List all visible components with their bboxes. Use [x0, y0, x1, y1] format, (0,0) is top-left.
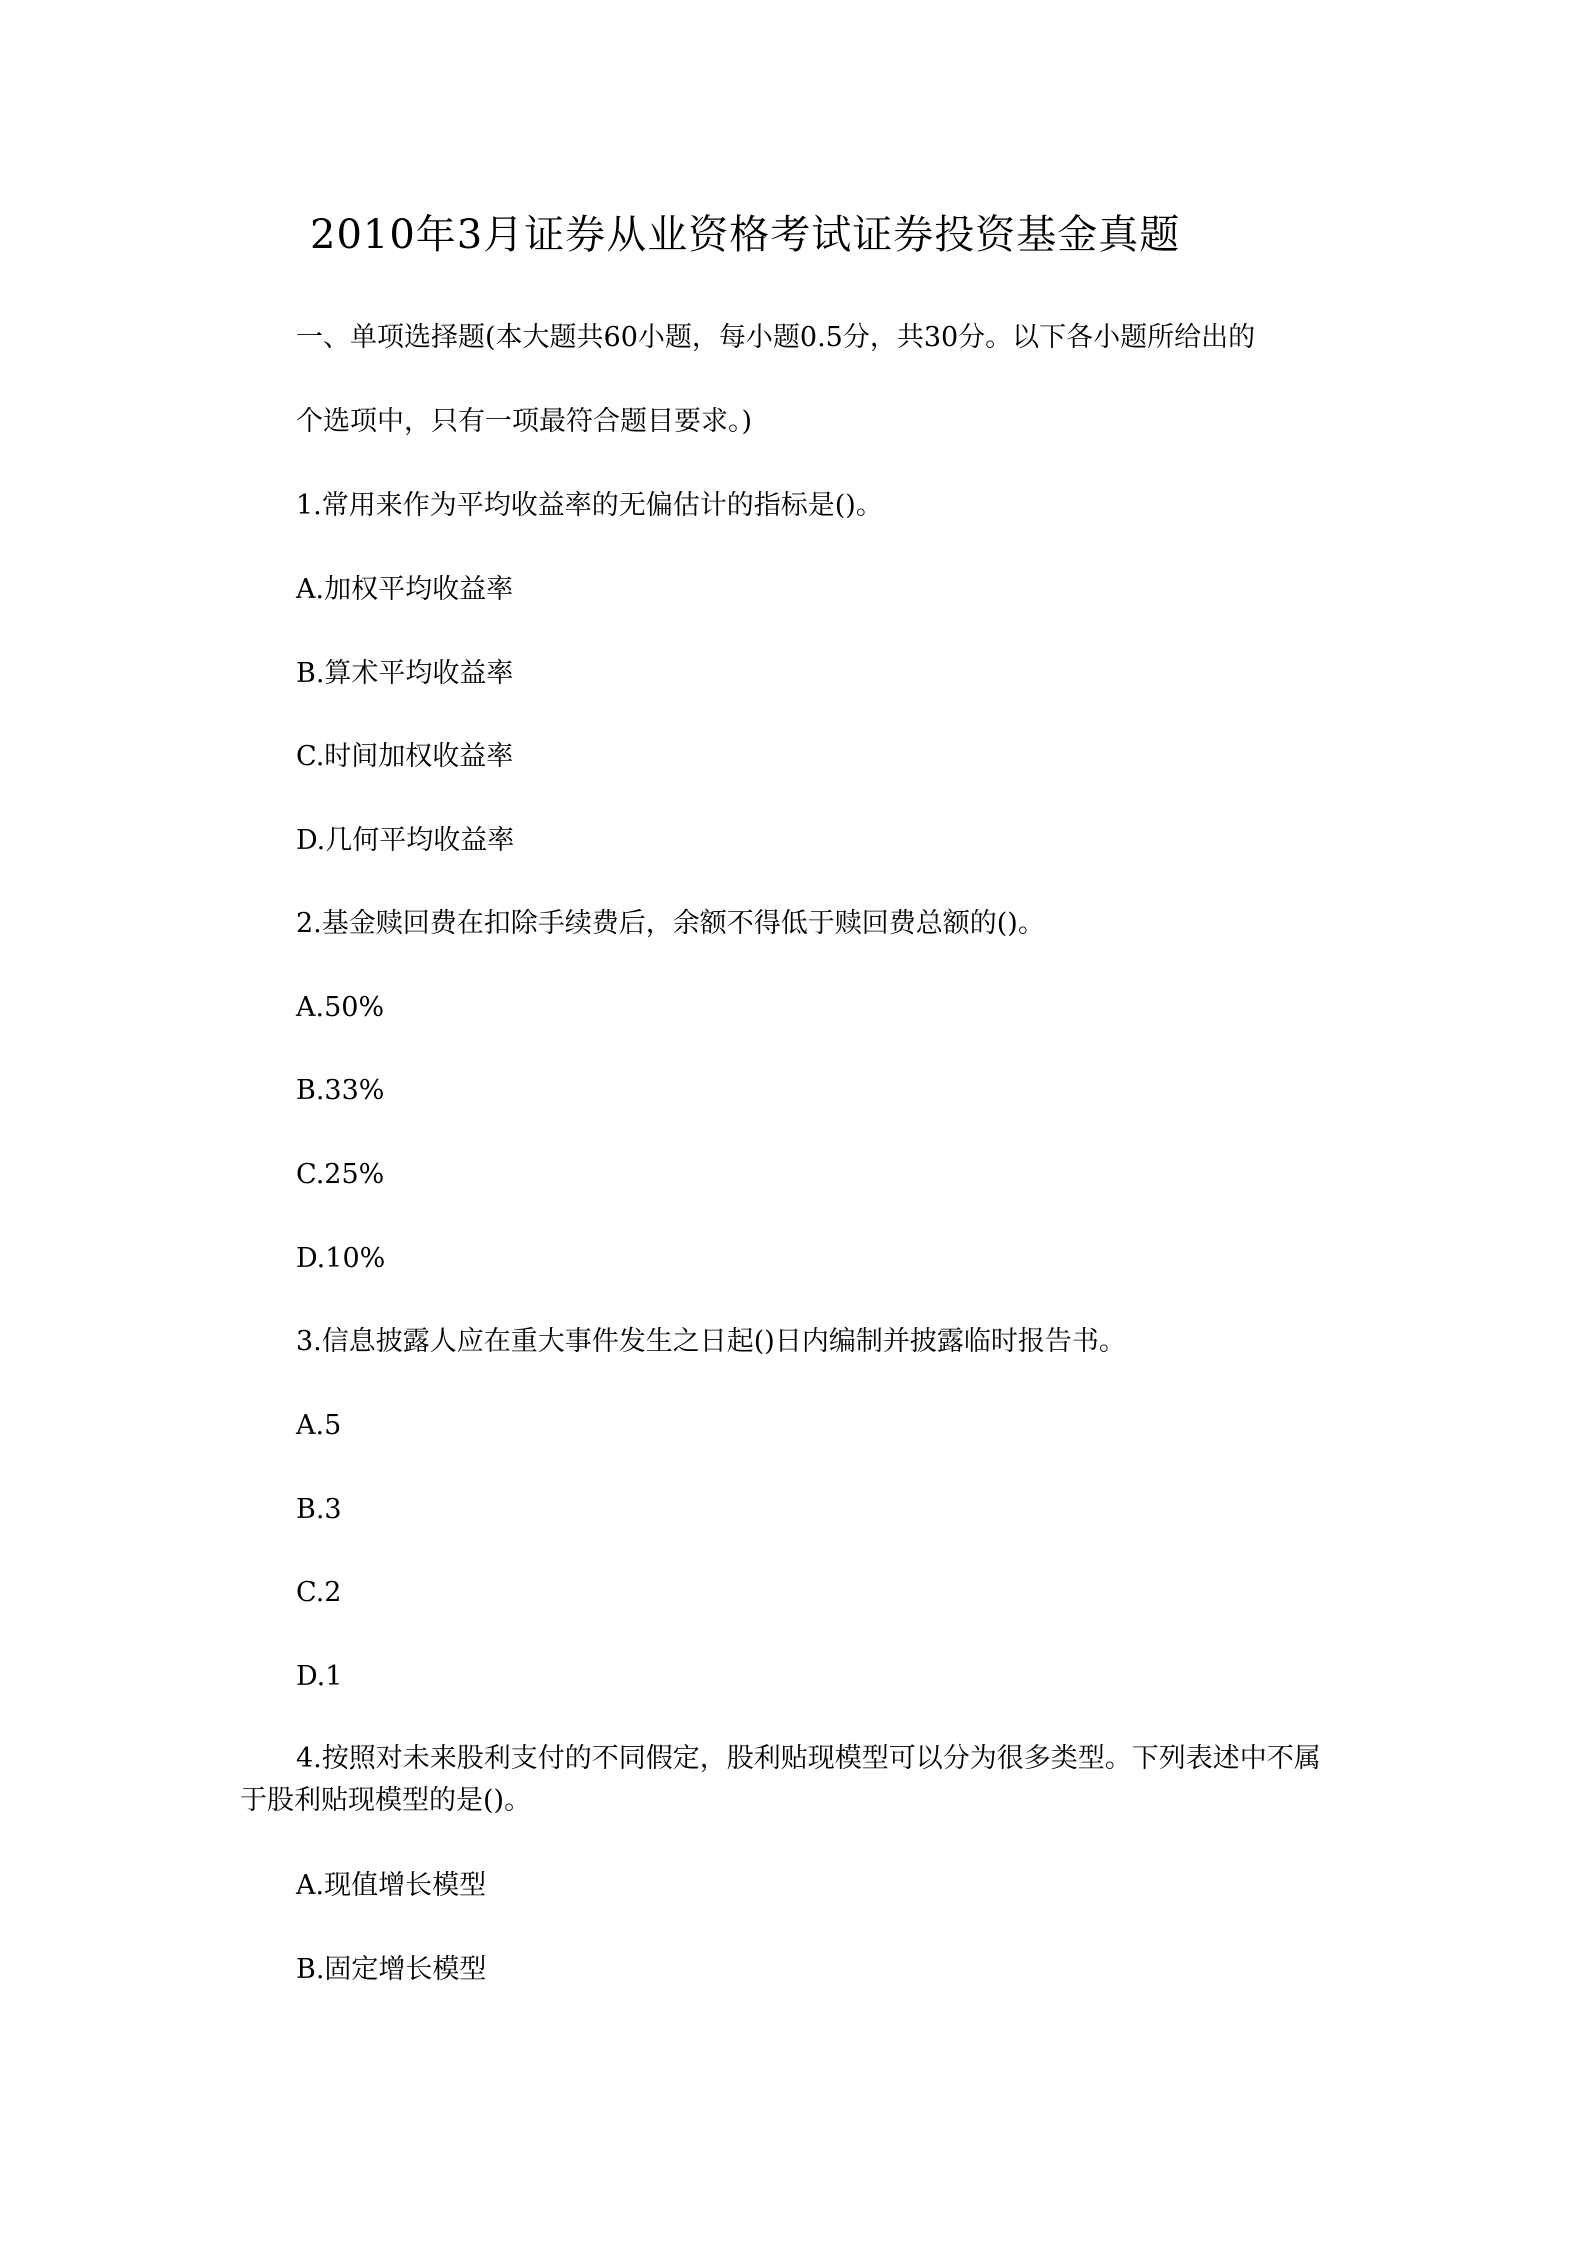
question-2-stem: 2.基金赎回费在扣除手续费后，余额不得低于赎回费总额的()。 — [296, 908, 1045, 939]
question-3-option-a: A.5 — [296, 1410, 342, 1441]
question-4-stem-line-2: 于股利贴现模型的是()。 — [240, 1785, 532, 1816]
question-1-option-b: B.算术平均收益率 — [296, 658, 514, 689]
question-4-option-b: B.固定增长模型 — [296, 1954, 487, 1985]
section-heading-line-2: 个选项中，只有一项最符合题目要求。) — [296, 406, 753, 437]
question-1-stem: 1.常用来作为平均收益率的无偏估计的指标是()。 — [296, 490, 883, 521]
question-1-option-c: C.时间加权收益率 — [296, 741, 514, 772]
question-3-option-c: C.2 — [296, 1577, 342, 1608]
question-4-stem-line-1: 4.按照对未来股利支付的不同假定，股利贴现模型可以分为很多类型。下列表述中不属 — [296, 1743, 1321, 1774]
question-3-stem: 3.信息披露人应在重大事件发生之日起()日内编制并披露临时报告书。 — [296, 1326, 1126, 1357]
question-4-option-a: A.现值增长模型 — [296, 1870, 487, 1901]
question-3-option-b: B.3 — [296, 1494, 342, 1525]
question-2-option-c: C.25% — [296, 1159, 385, 1190]
section-heading-line-1: 一、单项选择题(本大题共60小题，每小题0.5分，共30分。以下各小题所给出的 — [296, 322, 1256, 353]
question-3-option-d: D.1 — [296, 1661, 343, 1692]
question-2-option-d: D.10% — [296, 1243, 386, 1274]
question-1-option-d: D.几何平均收益率 — [296, 825, 515, 856]
question-2-option-a: A.50% — [296, 992, 385, 1023]
question-2-option-b: B.33% — [296, 1075, 385, 1106]
document-title: 2010年3月证券从业资格考试证券投资基金真题 — [310, 212, 1181, 258]
question-1-option-a: A.加权平均收益率 — [296, 574, 514, 605]
